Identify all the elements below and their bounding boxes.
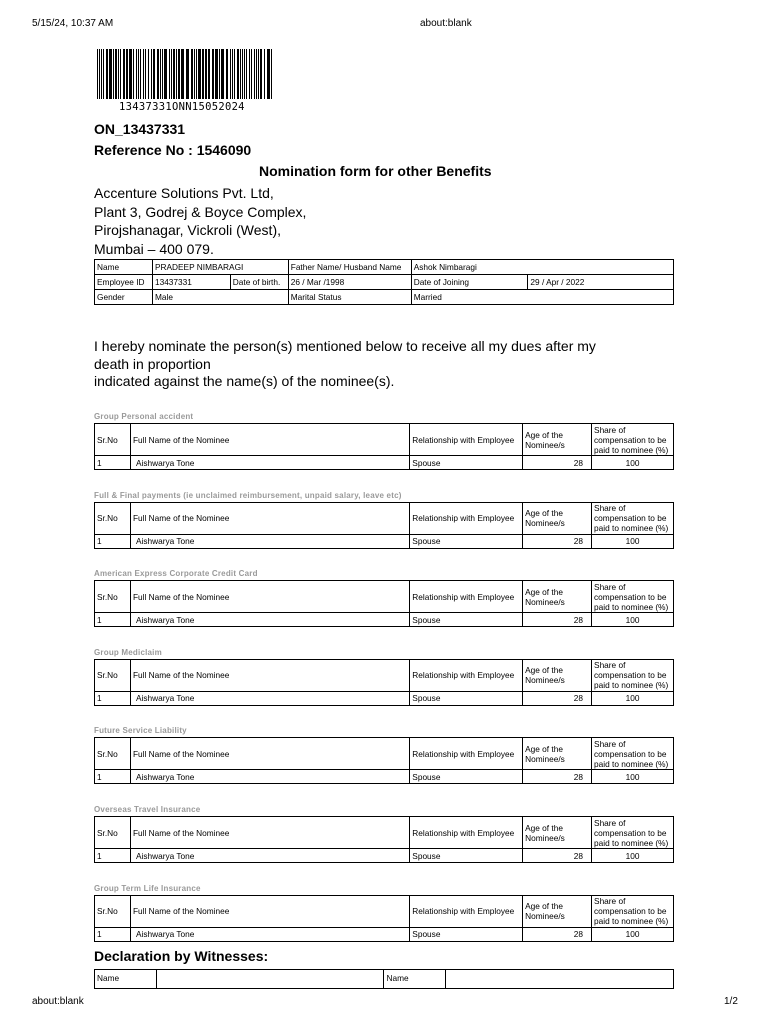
barcode-bar (212, 49, 214, 99)
table-row (95, 927, 674, 941)
nominee-table (94, 895, 674, 942)
nominee-srno: 1 (95, 770, 131, 784)
header-age-line: Nominee/s (525, 675, 565, 686)
barcode-image (97, 49, 272, 99)
barcode-bar (97, 49, 98, 99)
barcode-bar (120, 49, 121, 99)
header-share (592, 502, 674, 534)
header-relationship: Relationship with Employee (410, 895, 523, 927)
nominee-age: 28 (523, 613, 592, 627)
header-age (523, 738, 592, 770)
header-share-line: compensation to be (594, 591, 667, 602)
barcode-bar (118, 49, 119, 99)
header-age-line: Age of the (525, 508, 563, 519)
header-share-line: Share of (594, 503, 626, 514)
barcode-bar (129, 49, 132, 99)
barcode-bar (242, 49, 243, 99)
doj-value: 29 / Apr / 2022 (528, 275, 674, 290)
header-srno: Sr.No (95, 424, 131, 456)
nominee-age: 28 (523, 849, 592, 863)
company-address-line1: Plant 3, Godrej & Boyce Complex, (94, 203, 307, 220)
name-label: Name (95, 260, 153, 275)
gender-value: Male (152, 290, 288, 305)
barcode-bar (133, 49, 134, 99)
header-nominee-name: Full Name of the Nominee (130, 738, 409, 770)
table-row (95, 849, 674, 863)
header-share-line: Share of (594, 738, 626, 749)
header-age-line: Age of the (525, 586, 563, 597)
table-header-row (95, 895, 674, 927)
header-share-line: compensation to be (594, 513, 667, 524)
header-srno: Sr.No (95, 895, 131, 927)
group-title: Group Term Life Insurance (94, 883, 201, 893)
barcode-bar (221, 49, 224, 99)
table-header-row (95, 738, 674, 770)
header-nominee-name: Full Name of the Nominee (130, 581, 409, 613)
barcode-bar (153, 49, 155, 99)
barcode-number: 13437331ONN15052024 (119, 101, 245, 113)
barcode-bar (106, 49, 108, 99)
barcode-bar (267, 49, 270, 99)
nominee-srno: 1 (95, 534, 131, 548)
nominee-table (94, 423, 674, 470)
barcode-bar (219, 49, 220, 99)
header-age-line: Age of the (525, 901, 563, 912)
barcode-bar (164, 49, 167, 99)
nominee-share: 100 (592, 613, 674, 627)
barcode-bar (162, 49, 163, 99)
footer-url: about:blank (32, 996, 84, 1007)
header-relationship: Relationship with Employee (410, 738, 523, 770)
barcode-bar (251, 49, 252, 99)
header-nominee-name: Full Name of the Nominee (130, 502, 409, 534)
barcode-bar (99, 49, 100, 99)
nominee-share: 100 (592, 691, 674, 705)
nominee-relationship: Spouse (410, 534, 523, 548)
barcode-bar (176, 49, 177, 99)
doj-label: Date of Joining (411, 275, 528, 290)
company-name: Accenture Solutions Pvt. Ltd, (94, 185, 274, 201)
header-srno: Sr.No (95, 738, 131, 770)
header-share (592, 659, 674, 691)
header-share (592, 817, 674, 849)
header-share-line: paid to nominee (%) (594, 523, 669, 534)
father-label: Father Name/ Husband Name (288, 260, 411, 275)
nominee-name: Aishwarya Tone (130, 534, 409, 548)
nominee-share: 100 (592, 849, 674, 863)
barcode-bar (186, 49, 189, 99)
table-header-row (95, 659, 674, 691)
nominee-name: Aishwarya Tone (130, 456, 409, 470)
print-datetime: 5/15/24, 10:37 AM (32, 18, 114, 29)
header-nominee-name: Full Name of the Nominee (130, 659, 409, 691)
witness-name-label: Name (384, 970, 446, 989)
nominee-relationship: Spouse (410, 849, 523, 863)
group-title: Group Personal accident (94, 412, 194, 421)
header-nominee-name: Full Name of the Nominee (130, 424, 409, 456)
header-relationship: Relationship with Employee (410, 424, 523, 456)
header-age-line: Nominee/s (525, 753, 565, 764)
barcode-bar (151, 49, 152, 99)
marital-value: Married (411, 290, 673, 305)
print-url: about:blank (420, 18, 472, 29)
employee-name: PRADEEP NIMBARAGI (152, 260, 288, 275)
header-age-line: Nominee/s (525, 439, 565, 450)
header-age-line: Age of the (525, 429, 563, 440)
header-share-line: compensation to be (594, 748, 667, 759)
header-age (523, 817, 592, 849)
declaration-line: I hereby nominate the person(s) mentioned below to receive all my dues after my (94, 338, 596, 354)
barcode-bar (249, 49, 250, 99)
barcode-bar (232, 49, 233, 99)
header-share (592, 738, 674, 770)
header-relationship: Relationship with Employee (410, 502, 523, 534)
barcode-bar (240, 49, 241, 99)
nominee-srno: 1 (95, 927, 131, 941)
barcode-bar (109, 49, 112, 99)
group-title: Future Service Liability (94, 726, 187, 736)
barcode-bar (205, 49, 207, 99)
nominee-srno: 1 (95, 691, 131, 705)
barcode-bar (191, 49, 193, 99)
table-header-row (95, 817, 674, 849)
header-share (592, 895, 674, 927)
nominee-share: 100 (592, 770, 674, 784)
barcode-bar (258, 49, 259, 99)
barcode-bar (169, 49, 170, 99)
header-share-line: paid to nominee (%) (594, 444, 669, 455)
header-age-line: Age of the (525, 665, 563, 676)
table-row (95, 260, 674, 275)
nominee-age: 28 (523, 927, 592, 941)
barcode-bar (194, 49, 195, 99)
nominee-table (94, 816, 674, 863)
header-age (523, 581, 592, 613)
barcode-bar (103, 49, 104, 99)
barcode-bar (244, 49, 245, 99)
table-row (95, 456, 674, 470)
header-srno: Sr.No (95, 502, 131, 534)
barcode-bar (138, 49, 139, 99)
header-age-line: Nominee/s (525, 832, 565, 843)
barcode-bar (202, 49, 204, 99)
company-address-line2: Pirojshanagar, Vickroli (West), (94, 222, 281, 238)
barcode-bar (173, 49, 175, 99)
group-title: Full & Final payments (ie unclaimed reimbursement, unpaid salary, leave etc) (94, 490, 402, 500)
declaration-line: indicated against the name(s) of the nominee(s). (94, 373, 395, 389)
barcode-bar (271, 49, 272, 99)
witness-name-field (156, 970, 384, 989)
nominee-share: 100 (592, 534, 674, 548)
nominee-name: Aishwarya Tone (130, 927, 409, 941)
nominee-relationship: Spouse (410, 770, 523, 784)
barcode-bar (256, 49, 257, 99)
nominee-relationship: Spouse (410, 691, 523, 705)
nominee-age: 28 (523, 534, 592, 548)
employee-id-label: Employee ID (95, 275, 153, 290)
header-share-line: compensation to be (594, 906, 667, 917)
employee-details-table (94, 259, 674, 305)
header-nominee-name: Full Name of the Nominee (130, 817, 409, 849)
nominee-age: 28 (523, 456, 592, 470)
header-age-line: Nominee/s (525, 596, 565, 607)
header-nominee-name: Full Name of the Nominee (130, 895, 409, 927)
header-share-line: paid to nominee (%) (594, 758, 669, 769)
nominee-table (94, 580, 674, 627)
nominee-share: 100 (592, 927, 674, 941)
header-share (592, 581, 674, 613)
barcode-bar (234, 49, 235, 99)
header-share-line: compensation to be (594, 827, 667, 838)
nominee-relationship: Spouse (410, 927, 523, 941)
nominee-name: Aishwarya Tone (130, 613, 409, 627)
nominee-name: Aishwarya Tone (130, 849, 409, 863)
witness-name-label: Name (95, 970, 157, 989)
marital-label: Marital Status (288, 290, 411, 305)
header-share-line: compensation to be (594, 434, 667, 445)
nominee-srno: 1 (95, 456, 131, 470)
header-age (523, 659, 592, 691)
witness-table (94, 969, 674, 989)
header-share-line: paid to nominee (%) (594, 601, 669, 612)
header-age-line: Nominee/s (525, 518, 565, 529)
father-name: Ashok Nimbaragi (411, 260, 673, 275)
page-number: 1/2 (724, 996, 738, 1007)
barcode-bar (145, 49, 146, 99)
declaration-line: death in proportion (94, 355, 211, 372)
barcode-bar (254, 49, 255, 99)
on-id: ON_13437331 (94, 121, 186, 137)
barcode-bar (178, 49, 180, 99)
form-title: Nomination form for other Benefits (259, 163, 492, 179)
barcode-bar (264, 49, 265, 99)
nominee-name: Aishwarya Tone (130, 770, 409, 784)
table-header-row (95, 424, 674, 456)
witness-name-field (446, 970, 674, 989)
company-address (94, 184, 306, 258)
gender-label: Gender (95, 290, 153, 305)
header-share-line: Share of (594, 896, 626, 907)
nominee-table (94, 737, 674, 784)
header-share-line: Share of (594, 660, 626, 671)
barcode-bar (246, 49, 247, 99)
header-srno: Sr.No (95, 817, 131, 849)
header-share-line: Share of (594, 581, 626, 592)
nomination-declaration (94, 338, 674, 391)
barcode-bar (181, 49, 184, 99)
nominee-srno: 1 (95, 849, 131, 863)
company-address-line3: Mumbai – 400 079. (94, 240, 214, 257)
group-title: American Express Corporate Credit Card (94, 569, 258, 579)
table-row (95, 290, 674, 305)
header-relationship: Relationship with Employee (410, 659, 523, 691)
nominee-share: 100 (592, 456, 674, 470)
header-age (523, 502, 592, 534)
table-row (95, 275, 674, 290)
header-share (592, 424, 674, 456)
header-srno: Sr.No (95, 581, 131, 613)
barcode-bar (260, 49, 262, 99)
header-age (523, 424, 592, 456)
barcode-bar (171, 49, 172, 99)
header-share-line: paid to nominee (%) (594, 680, 669, 691)
barcode-bar (230, 49, 231, 99)
header-age-line: Age of the (525, 822, 563, 833)
barcode-bar (140, 49, 141, 99)
nominee-table (94, 502, 674, 549)
barcode-bar (148, 49, 149, 99)
barcode-bar (126, 49, 128, 99)
barcode-bar (143, 49, 144, 99)
barcode-bar (157, 49, 159, 99)
employee-id: 13437331 (152, 275, 230, 290)
header-relationship: Relationship with Employee (410, 817, 523, 849)
table-header-row (95, 581, 674, 613)
barcode-bar (196, 49, 197, 99)
barcode-bar (101, 49, 102, 99)
group-title: Overseas Travel Insurance (94, 805, 201, 814)
nominee-relationship: Spouse (410, 456, 523, 470)
barcode-bar (136, 49, 137, 99)
header-srno: Sr.No (95, 659, 131, 691)
header-share-line: Share of (594, 424, 626, 435)
nominee-table (94, 659, 674, 706)
header-age-line: Nominee/s (525, 911, 565, 922)
table-row (95, 691, 674, 705)
header-age-line: Age of the (525, 743, 563, 754)
nominee-srno: 1 (95, 613, 131, 627)
barcode-bar (208, 49, 210, 99)
barcode-bar (123, 49, 125, 99)
dob-label: Date of birth. (230, 275, 288, 290)
barcode-bar (237, 49, 239, 99)
header-share-line: paid to nominee (%) (594, 837, 669, 848)
table-row (95, 970, 674, 989)
barcode-bar (226, 49, 228, 99)
nominee-relationship: Spouse (410, 613, 523, 627)
header-share-line: Share of (594, 817, 626, 828)
barcode-bar (215, 49, 218, 99)
header-relationship: Relationship with Employee (410, 581, 523, 613)
table-row (95, 770, 674, 784)
barcode-bar (113, 49, 114, 99)
header-share-line: compensation to be (594, 670, 667, 681)
group-title: Group Mediclaim (94, 647, 162, 657)
nominee-age: 28 (523, 691, 592, 705)
barcode-bar (115, 49, 117, 99)
nominee-name: Aishwarya Tone (130, 691, 409, 705)
table-row (95, 534, 674, 548)
dob-value: 26 / Mar /1998 (288, 275, 411, 290)
table-header-row (95, 502, 674, 534)
nominee-age: 28 (523, 770, 592, 784)
barcode-bar (198, 49, 201, 99)
table-row (95, 613, 674, 627)
header-share-line: paid to nominee (%) (594, 916, 669, 927)
reference-number: Reference No : 1546090 (94, 142, 252, 158)
header-age (523, 895, 592, 927)
barcode-bar (160, 49, 161, 99)
witness-title: Declaration by Witnesses: (94, 948, 269, 964)
